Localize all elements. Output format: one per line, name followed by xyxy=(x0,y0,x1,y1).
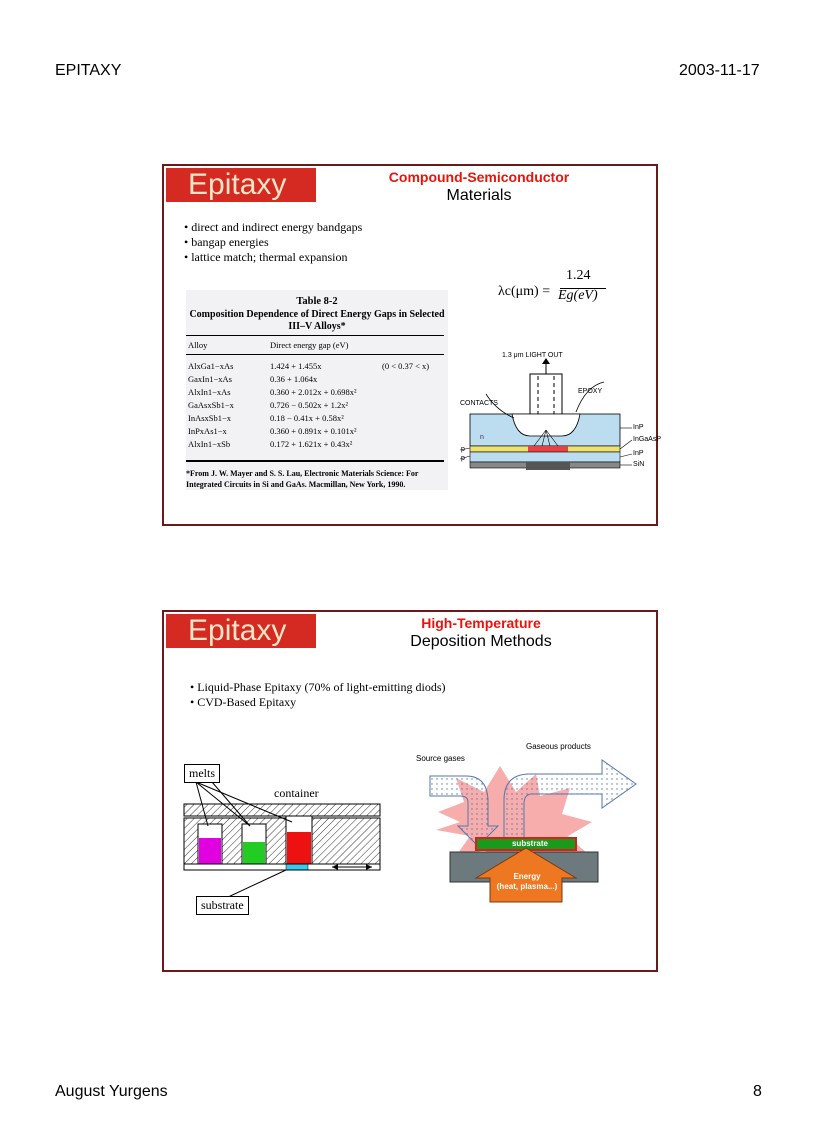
inp-bottom-layer xyxy=(470,452,620,462)
energy-label: Energy xyxy=(513,872,541,881)
slide-brand-label: Epitaxy xyxy=(166,168,316,202)
container-label: container xyxy=(274,786,319,800)
page-footer-author: August Yurgens xyxy=(55,1083,168,1100)
melts-label: melts xyxy=(184,764,220,783)
table-cell-alloy: InPxAs1−x xyxy=(188,426,227,436)
table-header-gap: Direct energy gap (eV) xyxy=(270,340,349,350)
epoxy-well xyxy=(512,414,580,436)
layer-label-ingaasp: InGaAsP xyxy=(633,436,662,443)
energy-sub-label: (heat, plasma...) xyxy=(496,882,558,891)
epoxy-label: EPOXY xyxy=(578,388,603,395)
bullet-item: • Liquid-Phase Epitaxy (70% of light-emitting diods) xyxy=(190,680,446,694)
table-cell-alloy: GaxIn1−xAs xyxy=(188,374,232,384)
bullet-item: • direct and indirect energy bandgaps xyxy=(184,220,363,234)
source-gases-label: Source gases xyxy=(416,754,465,763)
bullet-list xyxy=(190,680,446,710)
table-cell-gap: 0.360 + 2.012x + 0.698x² xyxy=(270,387,357,397)
formula-denominator: Eg(eV) xyxy=(558,288,598,303)
table-cell-gap: 0.360 + 0.891x + 0.101x² xyxy=(270,426,357,436)
slide-deposition-methods xyxy=(162,610,658,972)
contacts-label: CONTACTS xyxy=(460,400,498,407)
slide-title-line1: Compound-Semiconductor xyxy=(388,169,570,185)
table-rule xyxy=(186,354,444,355)
formula-numerator: 1.24 xyxy=(566,268,591,283)
table-cell-alloy: InAsxSb1−x xyxy=(188,413,232,423)
melt-red xyxy=(287,832,311,864)
slide-title xyxy=(354,615,608,651)
slide-title-line2: Materials xyxy=(446,187,512,204)
formula-lhs: λc(μm) = xyxy=(498,284,551,299)
arrow-left-icon xyxy=(332,864,338,870)
table-header-alloy: Alloy xyxy=(188,340,208,350)
table-cell-alloy: AlxIn1−xSb xyxy=(188,439,231,449)
slide-title-line1: High-Temperature xyxy=(421,615,541,631)
table-cell-gap: 0.726 − 0.502x + 1.2x² xyxy=(270,400,349,410)
page-header-title: EPITAXY xyxy=(55,62,122,79)
p-label: p xyxy=(461,446,465,453)
melt-green xyxy=(243,842,265,864)
slide-title-line2: Deposition Methods xyxy=(410,633,552,650)
slide-title xyxy=(344,169,614,205)
table-rule xyxy=(186,335,444,336)
active-region xyxy=(528,446,568,452)
table-cell-note: (0 < 0.37 < x) xyxy=(382,361,430,371)
bullet-item: • bangap energies xyxy=(184,235,269,249)
substrate-label: substrate xyxy=(196,896,249,915)
table-caption: Table 8-2 xyxy=(296,296,338,307)
table-cell-alloy: GaAsxSb1−x xyxy=(188,400,234,410)
page-header-date: 2003-11-17 xyxy=(679,62,760,79)
epoxy-leader xyxy=(576,382,604,412)
table-cell-gap: 0.18 − 0.41x + 0.58x² xyxy=(270,413,344,423)
photodetector-diagram xyxy=(456,350,652,490)
table-cell-alloy: AlxGa1−xAs xyxy=(188,361,234,371)
n-label: n xyxy=(480,434,484,441)
page-number: 8 xyxy=(753,1083,762,1100)
slide-compound-semiconductors xyxy=(162,164,662,526)
slide-brand-label: Epitaxy xyxy=(166,614,316,648)
cvd-substrate-label: substrate xyxy=(511,839,548,848)
table-cell-gap: 0.172 + 1.621x + 0.43x² xyxy=(270,439,353,449)
p-label: p xyxy=(461,455,465,462)
bottom-contact xyxy=(526,462,570,470)
layer-label-inp-lower: InP xyxy=(633,450,644,457)
layer-label-sin: SiN xyxy=(633,461,645,468)
table-title: Composition Dependence of Direct Energy Gaps in Selected III–V Alloys* xyxy=(189,309,445,332)
bullet-item: • CVD-Based Epitaxy xyxy=(190,695,297,709)
melt-magenta xyxy=(199,838,221,864)
table-cell-alloy: AlxIn1−xAs xyxy=(188,387,231,397)
arrow-right-icon xyxy=(366,864,372,870)
layer-label-inp: InP xyxy=(633,424,644,431)
light-out-label: 1.3 μm LIGHT OUT xyxy=(502,352,563,359)
energy-gap-table xyxy=(186,290,448,490)
bullet-item: • lattice match; thermal expansion xyxy=(184,250,348,264)
table-cell-gap: 0.36 + 1.064x xyxy=(270,374,318,384)
gaseous-products-label: Gaseous products xyxy=(526,742,591,751)
table-rule xyxy=(186,460,444,462)
bullet-list xyxy=(184,220,362,265)
table-footnote: *From J. W. Mayer and S. S. Lau, Electronic Materials Science: For Integrated Circuits in Si and GaAs. Macmillan, New York, 1990. xyxy=(186,469,419,489)
table-cell-gap: 1.424 + 1.455x xyxy=(270,361,322,371)
